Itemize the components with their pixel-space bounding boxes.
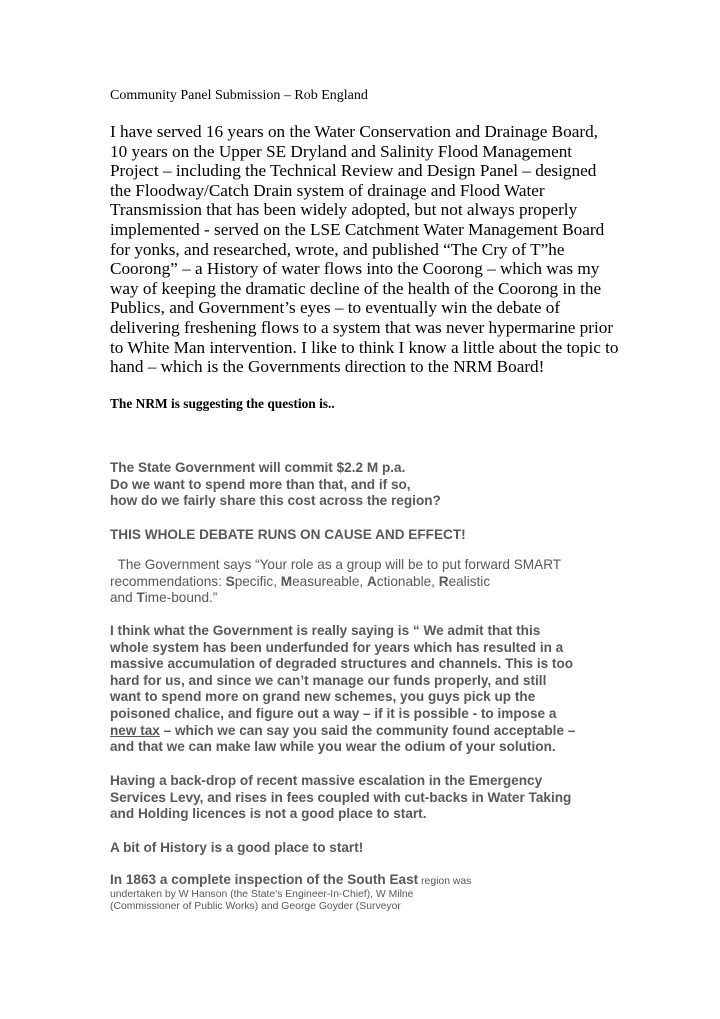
inspection-line-3: (Commissioner of Public Works) and George Goyder (Surveyor: [110, 901, 401, 913]
think-line: hard for us, and since we can’t manage our funds properly, and still: [110, 672, 547, 688]
intro-line: I have served 16 years on the Water Conservation and Drainage Board,: [110, 122, 598, 141]
think-line-tax: new tax – which we can say you said the community found acceptable –: [110, 722, 576, 738]
inspection-line-2: undertaken by W Hanson (the State's Engineer-In-Chief), W Milne: [110, 888, 414, 900]
intro-line: Coorong” – a History of water flows into the Coorong – which was my: [110, 259, 600, 279]
think-line: massive accumulation of degraded structures and channels. This is too: [110, 656, 574, 672]
smart-paragraph: [110, 557, 610, 607]
question-block: [110, 460, 610, 510]
inspection-line-1: In 1863 a complete inspection of the South East region was: [110, 872, 472, 887]
intro-line: 10 years on the Upper SE Dryland and Salinity Flood Management: [110, 141, 573, 161]
cause-effect-heading: THIS WHOLE DEBATE RUNS ON CAUSE AND EFFECT!: [110, 527, 466, 542]
government-saying-paragraph: [110, 623, 610, 756]
backdrop-line: Having a back-drop of recent massive escalation in the Emergency: [110, 773, 543, 788]
think-line: and that we can make law while you wear the odium of your solution.: [110, 739, 556, 755]
inspection-paragraph: [110, 872, 610, 914]
nrm-question-heading: The NRM is suggesting the question is..: [110, 396, 335, 411]
intro-line: delivering freshening flows to a system that was never hypermarine prior: [110, 317, 614, 337]
smart-line-3: and Time-bound.”: [110, 590, 218, 606]
intro-line: implemented - served on the LSE Catchment Water Management Board: [110, 219, 605, 239]
question-line: The State Government will commit $2.2 M p.a.: [110, 460, 406, 475]
new-tax-underlined: new tax: [110, 722, 160, 738]
intro-line: Transmission that has been widely adopted, but not always properly: [110, 200, 578, 220]
backdrop-line: and Holding licences is not a good place to start.: [110, 806, 427, 822]
intro-line: Publics, and Government’s eyes – to eventually win the debate of: [110, 298, 561, 318]
question-line: Do we want to spend more than that, and if so,: [110, 476, 411, 492]
think-line: whole system has been underfunded for years which has resulted in a: [110, 639, 564, 655]
intro-line: the Floodway/Catch Drain system of drainage and Flood Water: [110, 180, 545, 200]
think-line: poisoned chalice, and figure out a way – if it is possible - to impose a: [110, 705, 557, 721]
intro-line: Project – including the Technical Review and Design Panel – designed: [110, 161, 597, 181]
intro-line: to White Man intervention. I like to think I know a little about the topic to: [110, 337, 619, 357]
submission-header: Community Panel Submission – Rob England: [110, 88, 368, 103]
intro-paragraph: [110, 122, 619, 377]
history-heading: A bit of History is a good place to start!: [110, 840, 364, 855]
intro-line: hand – which is the Governments direction to the NRM Board!: [110, 357, 545, 377]
think-line: want to spend more on grand new schemes, you guys pick up the: [110, 689, 536, 705]
intro-line: way of keeping the dramatic decline of the health of the Coorong in the: [110, 278, 602, 298]
intro-line: for yonks, and researched, wrote, and published “The Cry of T”he: [110, 239, 565, 259]
backdrop-line: Services Levy, and rises in fees coupled with cut-backs in Water Taking: [110, 789, 572, 805]
smart-line-1: The Government says “Your role as a group will be to put forward SMART: [117, 557, 562, 572]
question-line: how do we fairly share this cost across the region?: [110, 493, 441, 509]
backdrop-paragraph: [110, 773, 610, 823]
think-line: I think what the Government is really saying is “ We admit that this: [110, 623, 541, 638]
smart-line-2: recommendations: Specific, Measureable, Actionable, Realistic: [110, 573, 491, 589]
